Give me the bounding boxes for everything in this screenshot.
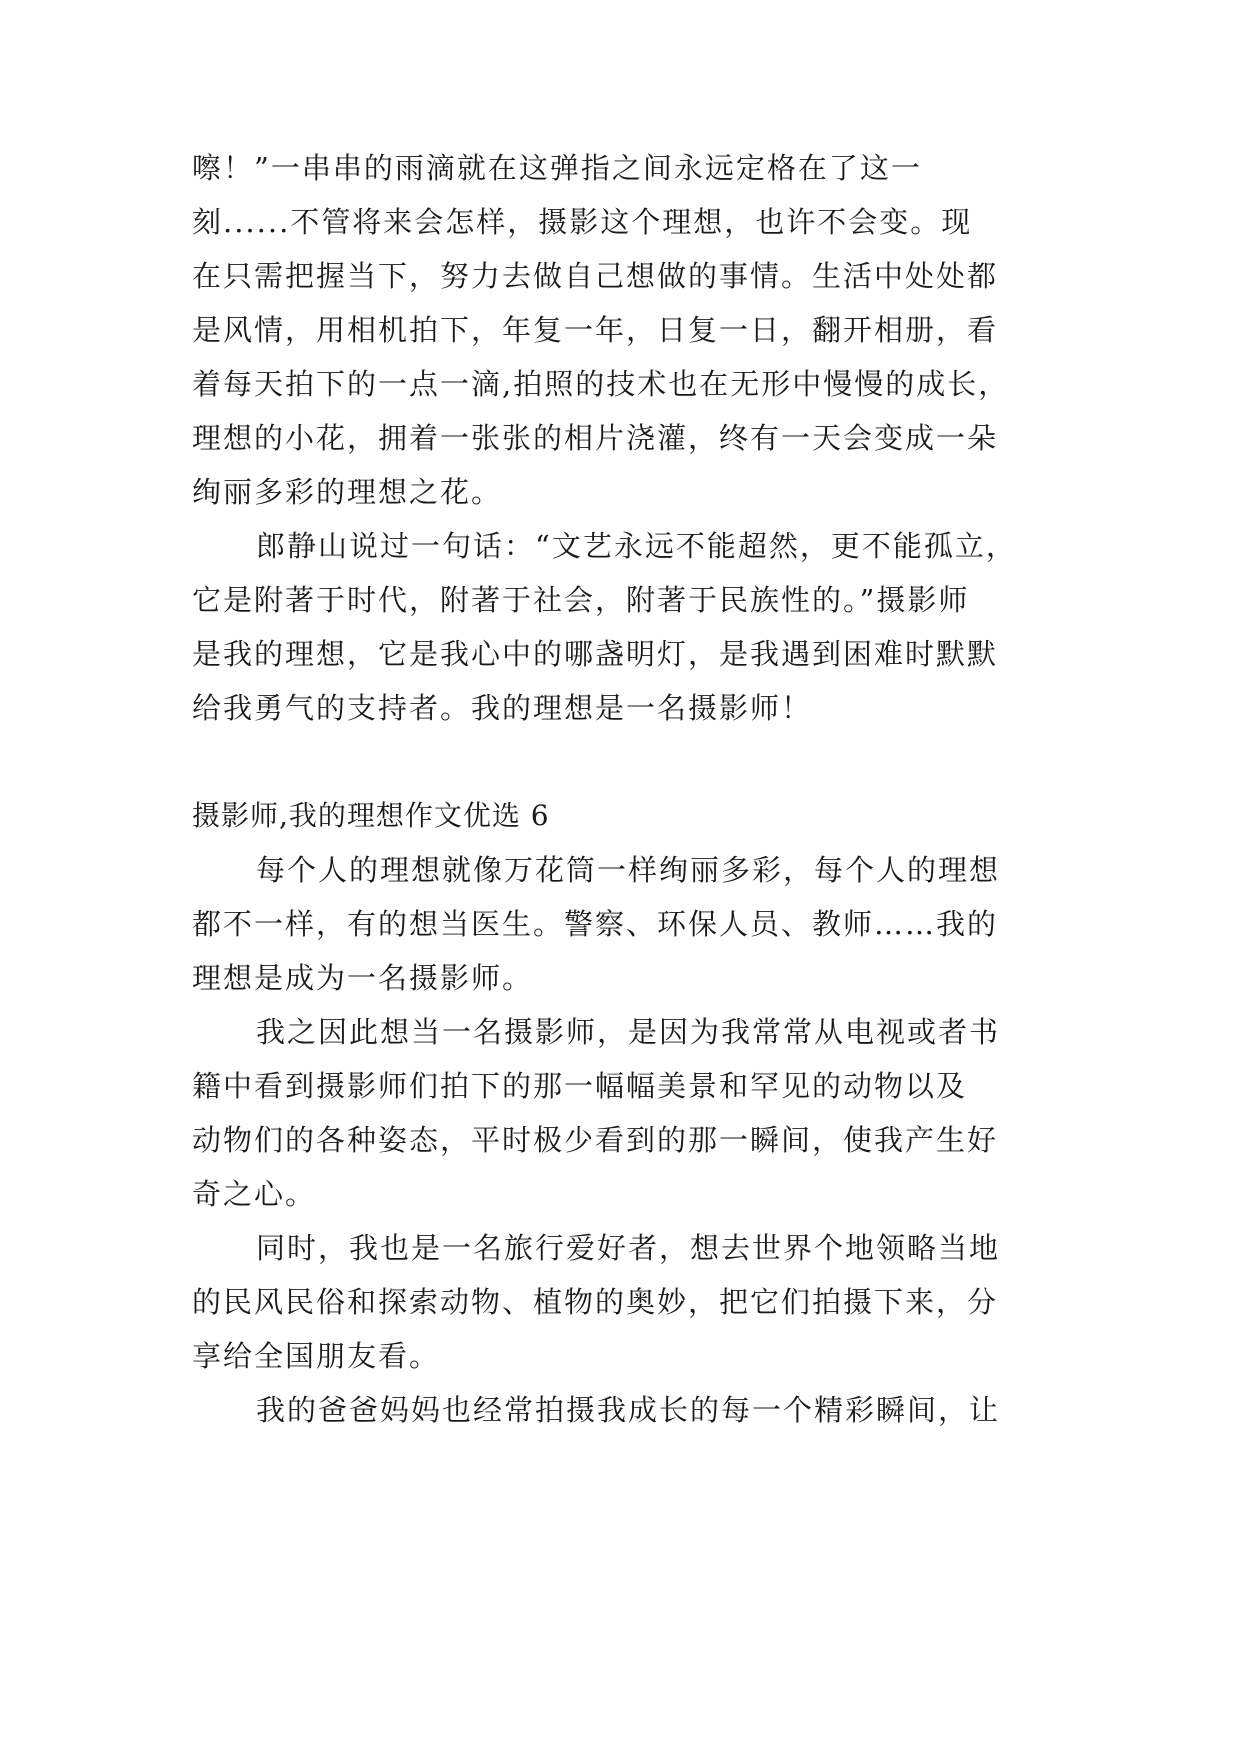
text-line: 都不一样，有的想当医生。警察、环保人员、教师……我的 bbox=[192, 907, 999, 941]
paragraph-first-line: 每个人的理想就像万花筒一样绚丽多彩，每个人的理想 bbox=[256, 853, 1001, 887]
text-line: 它是附著于时代，附著于社会，附著于民族性的。”摄影师 bbox=[192, 583, 970, 617]
text-line: 理想是成为一名摄影师。 bbox=[192, 961, 534, 995]
text-line: 着每天拍下的一点一滴,拍照的技术也在无形中慢慢的成长， bbox=[192, 367, 1010, 401]
paragraph-first-line: 郎静山说过一句话：“文艺永远不能超然，更不能孤立， bbox=[256, 529, 1017, 563]
text-line: 在只需把握当下，努力去做自己想做的事情。生活中处处都 bbox=[192, 259, 999, 293]
text-line: 动物们的各种姿态，平时极少看到的那一瞬间，使我产生好 bbox=[192, 1123, 999, 1157]
paragraph-first-line: 我之因此想当一名摄影师，是因为我常常从电视或者书 bbox=[256, 1015, 1001, 1049]
text-line: 理想的小花，拥着一张张的相片浇灌，终有一天会变成一朵 bbox=[192, 421, 999, 455]
text-line: 给我勇气的支持者。我的理想是一名摄影师！ bbox=[192, 691, 813, 725]
paragraph-first-line: 同时，我也是一名旅行爱好者，想去世界个地领略当地 bbox=[256, 1231, 1001, 1265]
section-heading: 摄影师,我的理想作文优选 6 bbox=[192, 799, 550, 832]
text-line: 的民风民俗和探索动物、植物的奥妙，把它们拍摄下来，分 bbox=[192, 1285, 999, 1319]
text-line: 享给全国朋友看。 bbox=[192, 1339, 441, 1373]
text-line: 籍中看到摄影师们拍下的那一幅幅美景和罕见的动物以及 bbox=[192, 1069, 968, 1103]
text-line: 绚丽多彩的理想之花。 bbox=[192, 475, 503, 509]
text-line: 嚓！”一串串的雨滴就在这弹指之间永远定格在了这一 bbox=[192, 151, 922, 185]
text-line: 是风情，用相机拍下，年复一年，日复一日，翻开相册，看 bbox=[192, 313, 999, 347]
text-line: 刻......不管将来会怎样，摄影这个理想，也许不会变。现 bbox=[192, 205, 973, 239]
text-line: 是我的理想，它是我心中的哪盏明灯，是我遇到困难时默默 bbox=[192, 637, 999, 671]
text-line: 奇之心。 bbox=[192, 1177, 317, 1211]
paragraph-first-line: 我的爸爸妈妈也经常拍摄我成长的每一个精彩瞬间，让 bbox=[256, 1393, 1001, 1427]
